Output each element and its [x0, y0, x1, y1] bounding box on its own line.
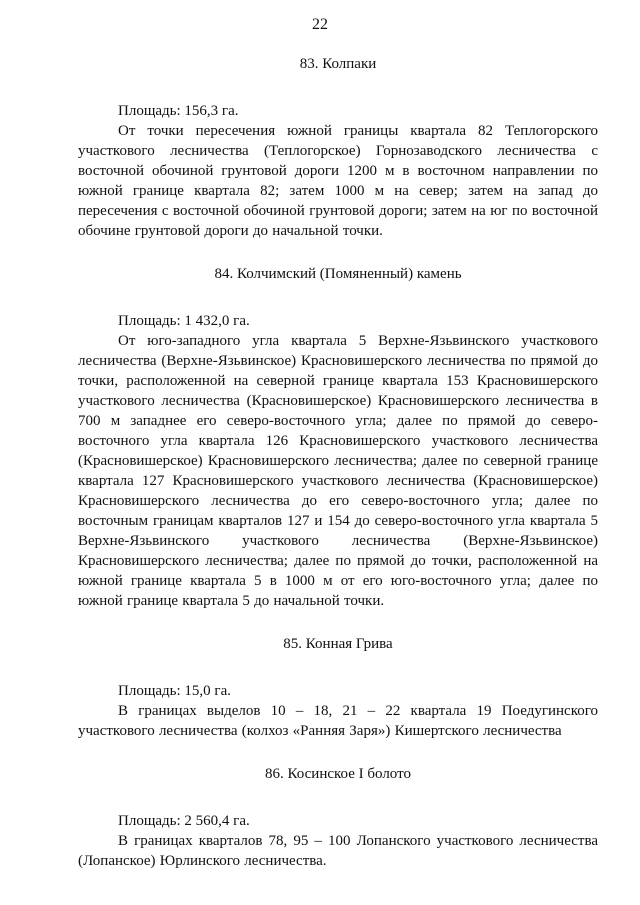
section-area: Площадь: 15,0 га.	[118, 683, 231, 699]
section-heading: 84. Колчимский (Помяненный) камень	[214, 266, 462, 282]
section-area: Площадь: 1 432,0 га.	[118, 313, 250, 329]
section-heading: 83. Колпаки	[299, 56, 377, 72]
section-area: Площадь: 2 560,4 га.	[118, 813, 250, 829]
section-description: От точки пересечения южной границы квартала 82 Теплогорского участкового лесничества (Теплогорское) Горнозаводского лесничества с восточной обочиной грунтовой дороги 1200 м в восточном направлении по южной границе квартала 82; затем 1000 м на север; затем на запад до пересечения с восточной обочиной грунтовой дороги; затем на юг по восточной обочине грунтовой дороги до начальной точки.	[78, 123, 598, 239]
section-heading: 85. Конная Грива	[283, 636, 393, 652]
section-heading: 86. Косинское I болото	[265, 766, 411, 782]
section-description: От юго-западного угла квартала 5 Верхне-Язьвинского участкового лесничества (Верхне-Язьвинское) Красновишерского лесничества по прямой до точки, расположенной на северной границе квартала 153 Красновишерского участкового лесничества (Красновишерское) Красновишерского лесничества в 700 м западнее его северо-восточного угла; далее по прямой до северо-восточного угла квартала 126 Красновишерского участкового лесничества (Красновишерское) Красновишерского лесничества; далее по северной границе квартала 127 Красновишерского участкового лесничества (Красновишерское) Красновишерского лесничества до его северо-восточного угла; далее по восточным границам кварталов 127 и 154 до северо-восточного угла квартала 5 Верхне-Язьвинского участкового лесничества (Верхне-Язьвинское) Красновишерского лесничества; далее по прямой до точки, расположенной на южной границе квартала 5 в 1000 м от его юго-восточного угла; далее по южной границе квартала 5 до начальной точки.	[78, 333, 598, 609]
section-description: В границах кварталов 78, 95 – 100 Лопанского участкового лесничества (Лопанское) Юрлинского лесничества.	[78, 833, 598, 869]
section-83	[78, 54, 598, 241]
document-content	[78, 54, 598, 871]
section-85	[78, 634, 598, 741]
page-number: 22	[312, 16, 328, 33]
section-84	[78, 264, 598, 611]
section-86	[78, 764, 598, 871]
section-area: Площадь: 156,3 га.	[118, 103, 239, 119]
section-description: В границах выделов 10 – 18, 21 – 22 квартала 19 Поедугинского участкового лесничества (колхоз «Ранняя Заря») Кишертского лесничества	[78, 703, 598, 739]
